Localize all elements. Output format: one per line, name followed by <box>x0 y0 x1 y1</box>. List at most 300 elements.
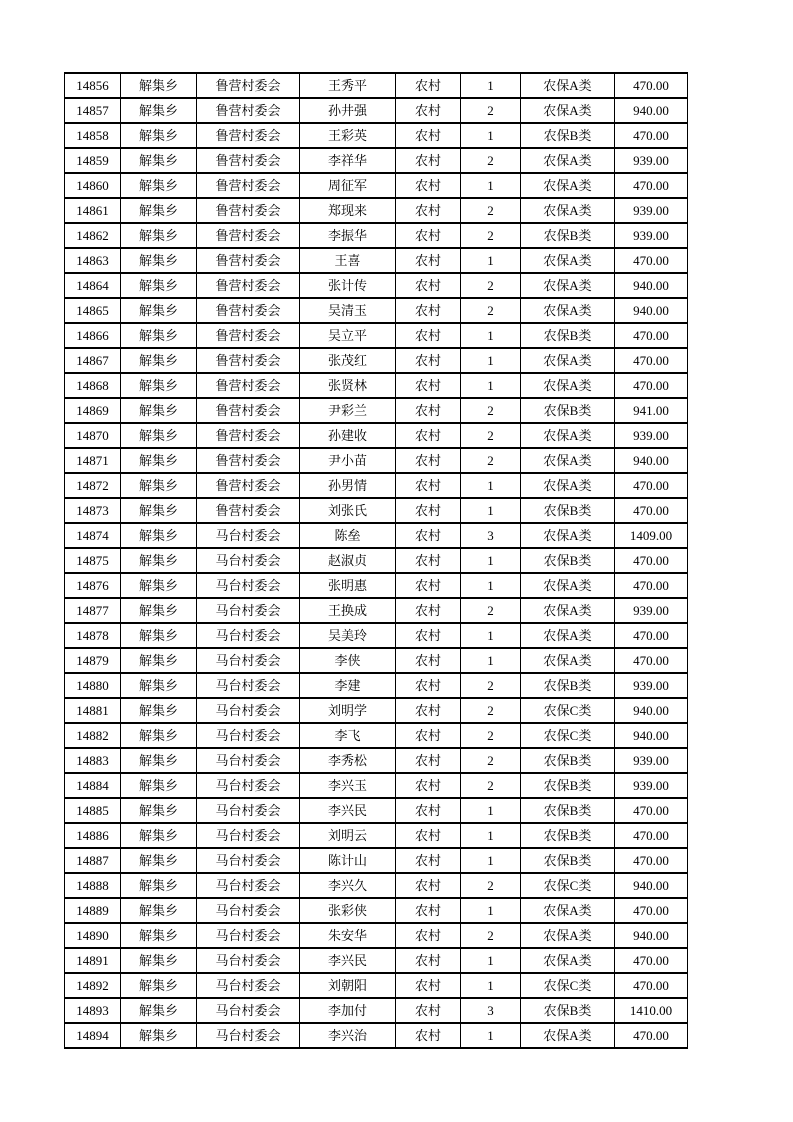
cell-village: 马台村委会 <box>197 523 300 548</box>
cell-category: 农村 <box>396 198 461 223</box>
cell-seq: 14878 <box>65 623 121 648</box>
table-row <box>65 823 688 848</box>
cell-name: 李兴玉 <box>300 773 396 798</box>
cell-count: 1 <box>461 323 521 348</box>
cell-name: 陈垒 <box>300 523 396 548</box>
cell-category: 农村 <box>396 73 461 98</box>
cell-count: 1 <box>461 498 521 523</box>
cell-village: 鲁营村委会 <box>197 173 300 198</box>
cell-township: 解集乡 <box>121 123 197 148</box>
cell-seq: 14885 <box>65 798 121 823</box>
cell-name: 吴立平 <box>300 323 396 348</box>
cell-amount: 939.00 <box>615 148 688 173</box>
cell-amount: 940.00 <box>615 873 688 898</box>
cell-count: 1 <box>461 798 521 823</box>
cell-count: 1 <box>461 73 521 98</box>
cell-village: 鲁营村委会 <box>197 398 300 423</box>
cell-amount: 939.00 <box>615 223 688 248</box>
cell-seq: 14869 <box>65 398 121 423</box>
cell-name: 赵淑贞 <box>300 548 396 573</box>
cell-count: 1 <box>461 373 521 398</box>
cell-village: 鲁营村委会 <box>197 123 300 148</box>
cell-count: 1 <box>461 648 521 673</box>
cell-seq: 14858 <box>65 123 121 148</box>
cell-name: 孙建收 <box>300 423 396 448</box>
cell-count: 1 <box>461 248 521 273</box>
table-row <box>65 573 688 598</box>
cell-township: 解集乡 <box>121 223 197 248</box>
cell-seq: 14868 <box>65 373 121 398</box>
cell-village: 鲁营村委会 <box>197 323 300 348</box>
cell-name: 王彩英 <box>300 123 396 148</box>
cell-seq: 14882 <box>65 723 121 748</box>
cell-township: 解集乡 <box>121 398 197 423</box>
cell-township: 解集乡 <box>121 673 197 698</box>
cell-village: 马台村委会 <box>197 723 300 748</box>
cell-insurance-type: 农保B类 <box>521 123 615 148</box>
cell-amount: 940.00 <box>615 698 688 723</box>
table-row <box>65 198 688 223</box>
cell-seq: 14889 <box>65 898 121 923</box>
cell-village: 鲁营村委会 <box>197 198 300 223</box>
cell-seq: 14870 <box>65 423 121 448</box>
cell-name: 李兴民 <box>300 948 396 973</box>
table-row <box>65 148 688 173</box>
cell-insurance-type: 农保A类 <box>521 573 615 598</box>
cell-count: 2 <box>461 298 521 323</box>
cell-count: 1 <box>461 898 521 923</box>
cell-category: 农村 <box>396 223 461 248</box>
cell-insurance-type: 农保A类 <box>521 898 615 923</box>
cell-seq: 14887 <box>65 848 121 873</box>
cell-seq: 14888 <box>65 873 121 898</box>
cell-village: 马台村委会 <box>197 923 300 948</box>
table-row <box>65 873 688 898</box>
cell-township: 解集乡 <box>121 373 197 398</box>
table-row <box>65 623 688 648</box>
cell-seq: 14877 <box>65 598 121 623</box>
cell-category: 农村 <box>396 148 461 173</box>
cell-township: 解集乡 <box>121 823 197 848</box>
cell-insurance-type: 农保A类 <box>521 948 615 973</box>
table-row <box>65 998 688 1023</box>
cell-name: 王秀平 <box>300 73 396 98</box>
cell-amount: 470.00 <box>615 173 688 198</box>
cell-amount: 939.00 <box>615 773 688 798</box>
table-row <box>65 423 688 448</box>
cell-village: 鲁营村委会 <box>197 373 300 398</box>
cell-seq: 14886 <box>65 823 121 848</box>
cell-seq: 14863 <box>65 248 121 273</box>
cell-village: 鲁营村委会 <box>197 423 300 448</box>
table-row <box>65 273 688 298</box>
cell-name: 李振华 <box>300 223 396 248</box>
cell-insurance-type: 农保B类 <box>521 773 615 798</box>
cell-name: 刘朝阳 <box>300 973 396 998</box>
cell-insurance-type: 农保B类 <box>521 798 615 823</box>
cell-name: 李兴民 <box>300 798 396 823</box>
cell-amount: 470.00 <box>615 973 688 998</box>
cell-insurance-type: 农保A类 <box>521 248 615 273</box>
cell-seq: 14881 <box>65 698 121 723</box>
cell-name: 张贤林 <box>300 373 396 398</box>
cell-category: 农村 <box>396 523 461 548</box>
cell-category: 农村 <box>396 298 461 323</box>
cell-insurance-type: 农保A类 <box>521 298 615 323</box>
cell-seq: 14880 <box>65 673 121 698</box>
cell-township: 解集乡 <box>121 423 197 448</box>
cell-insurance-type: 农保A类 <box>521 73 615 98</box>
cell-village: 马台村委会 <box>197 623 300 648</box>
cell-village: 马台村委会 <box>197 823 300 848</box>
cell-village: 马台村委会 <box>197 773 300 798</box>
cell-count: 3 <box>461 523 521 548</box>
cell-township: 解集乡 <box>121 548 197 573</box>
cell-insurance-type: 农保A类 <box>521 423 615 448</box>
cell-count: 1 <box>461 848 521 873</box>
table-row <box>65 923 688 948</box>
cell-name: 吴清玉 <box>300 298 396 323</box>
cell-amount: 1409.00 <box>615 523 688 548</box>
cell-village: 鲁营村委会 <box>197 298 300 323</box>
cell-category: 农村 <box>396 973 461 998</box>
cell-township: 解集乡 <box>121 73 197 98</box>
cell-count: 2 <box>461 873 521 898</box>
cell-village: 马台村委会 <box>197 598 300 623</box>
cell-insurance-type: 农保B类 <box>521 823 615 848</box>
cell-seq: 14879 <box>65 648 121 673</box>
cell-count: 1 <box>461 123 521 148</box>
cell-village: 马台村委会 <box>197 948 300 973</box>
cell-seq: 14857 <box>65 98 121 123</box>
cell-village: 马台村委会 <box>197 898 300 923</box>
cell-count: 2 <box>461 423 521 448</box>
cell-insurance-type: 农保A类 <box>521 648 615 673</box>
cell-township: 解集乡 <box>121 773 197 798</box>
cell-township: 解集乡 <box>121 448 197 473</box>
cell-count: 1 <box>461 548 521 573</box>
cell-township: 解集乡 <box>121 623 197 648</box>
cell-village: 马台村委会 <box>197 873 300 898</box>
cell-township: 解集乡 <box>121 298 197 323</box>
cell-amount: 470.00 <box>615 123 688 148</box>
cell-count: 1 <box>461 473 521 498</box>
cell-insurance-type: 农保A类 <box>521 373 615 398</box>
cell-amount: 470.00 <box>615 898 688 923</box>
cell-name: 张茂红 <box>300 348 396 373</box>
cell-category: 农村 <box>396 748 461 773</box>
cell-seq: 14875 <box>65 548 121 573</box>
cell-village: 马台村委会 <box>197 973 300 998</box>
cell-category: 农村 <box>396 823 461 848</box>
roster-table <box>64 72 688 1049</box>
cell-insurance-type: 农保B类 <box>521 848 615 873</box>
cell-category: 农村 <box>396 723 461 748</box>
table-row <box>65 298 688 323</box>
cell-village: 鲁营村委会 <box>197 448 300 473</box>
cell-name: 张明惠 <box>300 573 396 598</box>
cell-township: 解集乡 <box>121 598 197 623</box>
cell-name: 刘张氏 <box>300 498 396 523</box>
table-row <box>65 698 688 723</box>
table-row <box>65 473 688 498</box>
cell-category: 农村 <box>396 573 461 598</box>
cell-name: 孙井强 <box>300 98 396 123</box>
cell-category: 农村 <box>396 1023 461 1048</box>
cell-village: 马台村委会 <box>197 648 300 673</box>
cell-insurance-type: 农保A类 <box>521 923 615 948</box>
cell-insurance-type: 农保C类 <box>521 873 615 898</box>
cell-count: 1 <box>461 573 521 598</box>
cell-village: 马台村委会 <box>197 698 300 723</box>
table-row <box>65 248 688 273</box>
cell-township: 解集乡 <box>121 873 197 898</box>
cell-name: 王喜 <box>300 248 396 273</box>
cell-amount: 939.00 <box>615 423 688 448</box>
cell-insurance-type: 农保C类 <box>521 723 615 748</box>
cell-insurance-type: 农保B类 <box>521 498 615 523</box>
cell-township: 解集乡 <box>121 998 197 1023</box>
cell-village: 马台村委会 <box>197 848 300 873</box>
table-row <box>65 848 688 873</box>
cell-category: 农村 <box>396 923 461 948</box>
cell-count: 2 <box>461 723 521 748</box>
cell-name: 王换成 <box>300 598 396 623</box>
cell-amount: 470.00 <box>615 623 688 648</box>
table-row <box>65 598 688 623</box>
cell-count: 1 <box>461 823 521 848</box>
table-row <box>65 73 688 98</box>
cell-village: 鲁营村委会 <box>197 473 300 498</box>
cell-category: 农村 <box>396 498 461 523</box>
cell-count: 2 <box>461 273 521 298</box>
table-row <box>65 748 688 773</box>
cell-category: 农村 <box>396 173 461 198</box>
cell-name: 李兴久 <box>300 873 396 898</box>
cell-name: 朱安华 <box>300 923 396 948</box>
cell-count: 2 <box>461 698 521 723</box>
table-row <box>65 123 688 148</box>
cell-amount: 940.00 <box>615 98 688 123</box>
cell-seq: 14864 <box>65 273 121 298</box>
cell-amount: 940.00 <box>615 298 688 323</box>
cell-category: 农村 <box>396 123 461 148</box>
cell-name: 陈计山 <box>300 848 396 873</box>
table-row <box>65 973 688 998</box>
cell-name: 刘明学 <box>300 698 396 723</box>
roster-table-container <box>64 72 687 1049</box>
cell-seq: 14891 <box>65 948 121 973</box>
table-row <box>65 498 688 523</box>
cell-insurance-type: 农保A类 <box>521 198 615 223</box>
cell-category: 农村 <box>396 598 461 623</box>
cell-seq: 14862 <box>65 223 121 248</box>
cell-amount: 470.00 <box>615 823 688 848</box>
cell-insurance-type: 农保A类 <box>521 98 615 123</box>
cell-amount: 470.00 <box>615 648 688 673</box>
cell-amount: 940.00 <box>615 723 688 748</box>
cell-category: 农村 <box>396 398 461 423</box>
cell-insurance-type: 农保A类 <box>521 473 615 498</box>
cell-category: 农村 <box>396 948 461 973</box>
cell-township: 解集乡 <box>121 698 197 723</box>
cell-insurance-type: 农保B类 <box>521 673 615 698</box>
cell-township: 解集乡 <box>121 273 197 298</box>
cell-name: 李秀松 <box>300 748 396 773</box>
cell-name: 李兴治 <box>300 1023 396 1048</box>
cell-village: 马台村委会 <box>197 573 300 598</box>
cell-seq: 14874 <box>65 523 121 548</box>
cell-count: 3 <box>461 998 521 1023</box>
table-row <box>65 173 688 198</box>
cell-insurance-type: 农保A类 <box>521 1023 615 1048</box>
cell-insurance-type: 农保A类 <box>521 348 615 373</box>
cell-count: 2 <box>461 98 521 123</box>
cell-insurance-type: 农保B类 <box>521 748 615 773</box>
table-row <box>65 1023 688 1048</box>
table-row <box>65 223 688 248</box>
cell-amount: 470.00 <box>615 1023 688 1048</box>
cell-name: 张彩侠 <box>300 898 396 923</box>
cell-category: 农村 <box>396 448 461 473</box>
cell-category: 农村 <box>396 273 461 298</box>
cell-amount: 939.00 <box>615 598 688 623</box>
cell-township: 解集乡 <box>121 898 197 923</box>
cell-insurance-type: 农保A类 <box>521 148 615 173</box>
table-row <box>65 348 688 373</box>
cell-name: 李侠 <box>300 648 396 673</box>
cell-count: 1 <box>461 348 521 373</box>
cell-name: 李建 <box>300 673 396 698</box>
cell-amount: 470.00 <box>615 248 688 273</box>
cell-seq: 14860 <box>65 173 121 198</box>
table-row <box>65 723 688 748</box>
cell-category: 农村 <box>396 698 461 723</box>
cell-seq: 14876 <box>65 573 121 598</box>
cell-count: 1 <box>461 973 521 998</box>
cell-amount: 470.00 <box>615 73 688 98</box>
cell-seq: 14884 <box>65 773 121 798</box>
cell-insurance-type: 农保A类 <box>521 598 615 623</box>
cell-village: 马台村委会 <box>197 1023 300 1048</box>
cell-count: 1 <box>461 1023 521 1048</box>
cell-category: 农村 <box>396 798 461 823</box>
cell-village: 鲁营村委会 <box>197 73 300 98</box>
cell-count: 2 <box>461 223 521 248</box>
cell-amount: 470.00 <box>615 498 688 523</box>
cell-township: 解集乡 <box>121 923 197 948</box>
table-row <box>65 323 688 348</box>
cell-category: 农村 <box>396 773 461 798</box>
table-row <box>65 398 688 423</box>
cell-township: 解集乡 <box>121 648 197 673</box>
cell-count: 1 <box>461 623 521 648</box>
cell-category: 农村 <box>396 423 461 448</box>
cell-amount: 470.00 <box>615 348 688 373</box>
cell-amount: 939.00 <box>615 198 688 223</box>
cell-insurance-type: 农保C类 <box>521 973 615 998</box>
table-row <box>65 948 688 973</box>
cell-amount: 470.00 <box>615 573 688 598</box>
cell-township: 解集乡 <box>121 473 197 498</box>
cell-village: 马台村委会 <box>197 673 300 698</box>
cell-category: 农村 <box>396 848 461 873</box>
cell-village: 鲁营村委会 <box>197 273 300 298</box>
cell-amount: 470.00 <box>615 948 688 973</box>
roster-table-body <box>65 73 688 1048</box>
cell-name: 周征军 <box>300 173 396 198</box>
cell-township: 解集乡 <box>121 173 197 198</box>
cell-village: 鲁营村委会 <box>197 98 300 123</box>
cell-township: 解集乡 <box>121 1023 197 1048</box>
cell-township: 解集乡 <box>121 798 197 823</box>
cell-village: 鲁营村委会 <box>197 223 300 248</box>
cell-seq: 14893 <box>65 998 121 1023</box>
cell-seq: 14894 <box>65 1023 121 1048</box>
cell-seq: 14892 <box>65 973 121 998</box>
cell-seq: 14890 <box>65 923 121 948</box>
cell-name: 郑现来 <box>300 198 396 223</box>
cell-category: 农村 <box>396 998 461 1023</box>
cell-category: 农村 <box>396 648 461 673</box>
cell-insurance-type: 农保B类 <box>521 323 615 348</box>
cell-name: 孙男情 <box>300 473 396 498</box>
cell-village: 鲁营村委会 <box>197 348 300 373</box>
cell-count: 2 <box>461 398 521 423</box>
cell-seq: 14883 <box>65 748 121 773</box>
cell-count: 1 <box>461 948 521 973</box>
cell-township: 解集乡 <box>121 748 197 773</box>
cell-name: 李祥华 <box>300 148 396 173</box>
cell-name: 尹彩兰 <box>300 398 396 423</box>
cell-township: 解集乡 <box>121 848 197 873</box>
cell-seq: 14859 <box>65 148 121 173</box>
table-row <box>65 773 688 798</box>
cell-township: 解集乡 <box>121 148 197 173</box>
table-row <box>65 648 688 673</box>
cell-seq: 14865 <box>65 298 121 323</box>
cell-category: 农村 <box>396 473 461 498</box>
cell-insurance-type: 农保A类 <box>521 273 615 298</box>
table-row <box>65 373 688 398</box>
cell-seq: 14866 <box>65 323 121 348</box>
cell-amount: 940.00 <box>615 448 688 473</box>
cell-amount: 470.00 <box>615 473 688 498</box>
cell-category: 农村 <box>396 348 461 373</box>
cell-amount: 470.00 <box>615 373 688 398</box>
cell-count: 2 <box>461 148 521 173</box>
cell-amount: 940.00 <box>615 273 688 298</box>
table-row <box>65 548 688 573</box>
cell-village: 鲁营村委会 <box>197 498 300 523</box>
cell-name: 尹小苗 <box>300 448 396 473</box>
cell-township: 解集乡 <box>121 98 197 123</box>
cell-village: 鲁营村委会 <box>197 148 300 173</box>
cell-amount: 1410.00 <box>615 998 688 1023</box>
cell-amount: 470.00 <box>615 848 688 873</box>
cell-insurance-type: 农保B类 <box>521 548 615 573</box>
cell-township: 解集乡 <box>121 248 197 273</box>
cell-category: 农村 <box>396 673 461 698</box>
cell-count: 2 <box>461 773 521 798</box>
cell-category: 农村 <box>396 898 461 923</box>
cell-township: 解集乡 <box>121 723 197 748</box>
cell-name: 吴美玲 <box>300 623 396 648</box>
cell-count: 2 <box>461 598 521 623</box>
cell-amount: 470.00 <box>615 798 688 823</box>
cell-seq: 14872 <box>65 473 121 498</box>
cell-amount: 470.00 <box>615 323 688 348</box>
